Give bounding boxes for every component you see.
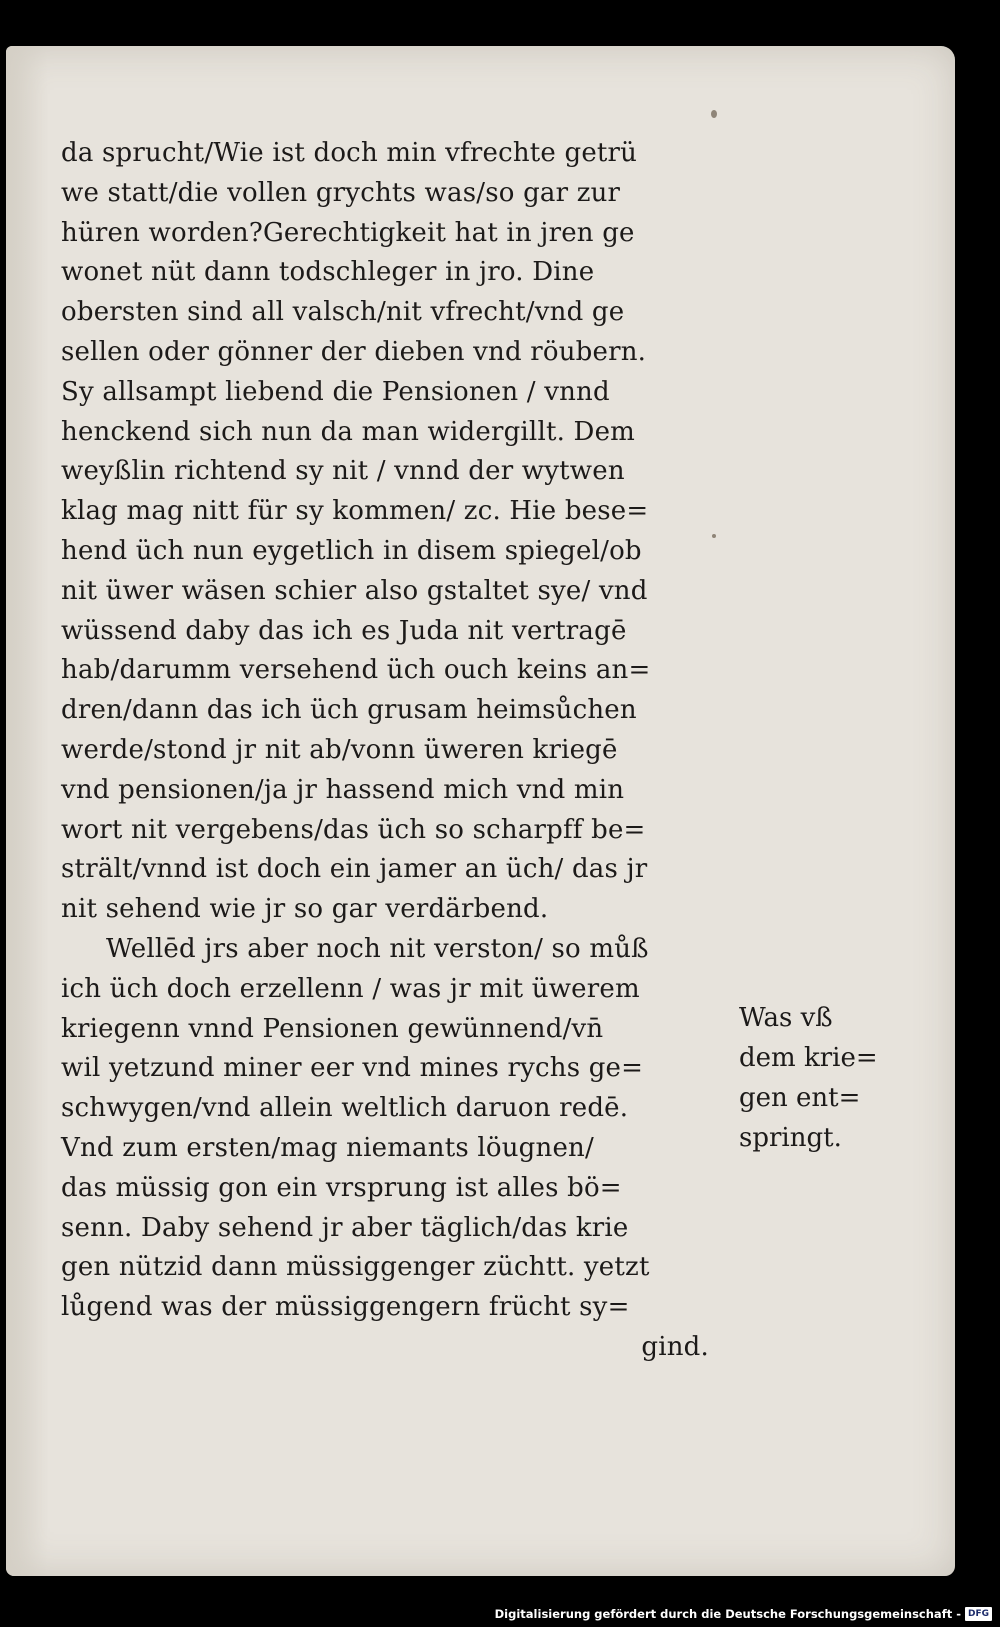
text-line: hab/darumm versehend üch ouch keins an= xyxy=(61,655,651,686)
text-line: nit üwer wäsen schier also gstaltet sye/ vnd xyxy=(61,575,648,606)
text-line: weyßlin richtend sy nit / vnnd der wytwen xyxy=(61,456,625,487)
text-line: klag mag nitt für sy kommen/ zc. Hie bese= xyxy=(61,496,649,527)
paragraph-first-line: Wellēd jrs aber noch nit verston/ so můß xyxy=(106,933,649,964)
margin-note-line: dem krie= xyxy=(739,1043,878,1073)
text-line: das müssig gon ein vrsprung ist alles bö= xyxy=(61,1172,622,1203)
text-line: senn. Daby sehend jr aber täglich/das krie xyxy=(61,1212,629,1243)
text-line: hend üch nun eygetlich in disem spiegel/ob xyxy=(61,535,642,566)
book-page xyxy=(6,46,955,1576)
marginal-note xyxy=(739,998,909,1158)
text-line: obersten sind all valsch/nit vfrecht/vnd ge xyxy=(61,297,625,328)
text-line: vnd pensionen/ja jr hassend mich vnd min xyxy=(61,774,625,805)
margin-note-line: Was vß xyxy=(739,1003,833,1033)
text-line: ich üch doch erzellenn / was jr mit üwerem xyxy=(61,973,640,1004)
text-line: kriegenn vnnd Pensionen gewünnend/vn̄ xyxy=(61,1013,604,1044)
dfg-logo-icon: DFG xyxy=(965,1607,992,1621)
text-line: hüren worden?Gerechtigkeit hat in jren ge xyxy=(61,217,635,248)
margin-note-line: gen ent= xyxy=(739,1083,861,1113)
paper-speck xyxy=(711,110,717,118)
text-line: we statt/die vollen grychts was/so gar zur xyxy=(61,177,621,208)
text-line: schwygen/vnd allein weltlich daruon redē. xyxy=(61,1093,629,1124)
text-line: wonet nüt dann todschleger in jro. Dine xyxy=(61,257,595,288)
text-line: strält/vnnd ist doch ein jamer an üch/ das jr xyxy=(61,854,648,885)
final-line: gind. xyxy=(641,1331,709,1362)
text-line: wüssend daby das ich es Juda nit vertragē xyxy=(61,615,627,646)
text-line: gen nützid dann müssiggenger züchtt. yetzt xyxy=(61,1252,650,1283)
text-line: nit sehend wie jr so gar verdärbend. xyxy=(61,894,549,925)
text-line: wil yetzund miner eer vnd mines rychs ge= xyxy=(61,1053,644,1084)
margin-note-line: springt. xyxy=(739,1123,842,1153)
digitization-footer xyxy=(495,1605,992,1623)
page-gutter-shadow xyxy=(6,46,48,1576)
text-line: wort nit vergebens/das üch so scharpff be= xyxy=(61,814,646,845)
text-line: Sy allsampt liebend die Pensionen / vnnd xyxy=(61,376,610,407)
text-line: sellen oder gönner der dieben vnd röubern. xyxy=(61,336,647,367)
text-line: Vnd zum ersten/mag niemants löugnen/ xyxy=(61,1132,594,1163)
funding-credit: Digitalisierung gefördert durch die Deutsche Forschungsgemeinschaft - xyxy=(494,1607,961,1621)
text-line: henckend sich nun da man widergillt. Dem xyxy=(61,416,636,447)
body-text xyxy=(61,134,741,1368)
text-line: dren/dann das ich üch grusam heimsůchen xyxy=(61,695,637,726)
text-line: werde/stond jr nit ab/vonn üweren kriegē xyxy=(61,734,618,765)
text-line: lůgend was der müssiggengern frücht sy= xyxy=(61,1292,630,1323)
text-line: da sprucht/Wie ist doch min vfrechte getrü xyxy=(61,138,638,168)
